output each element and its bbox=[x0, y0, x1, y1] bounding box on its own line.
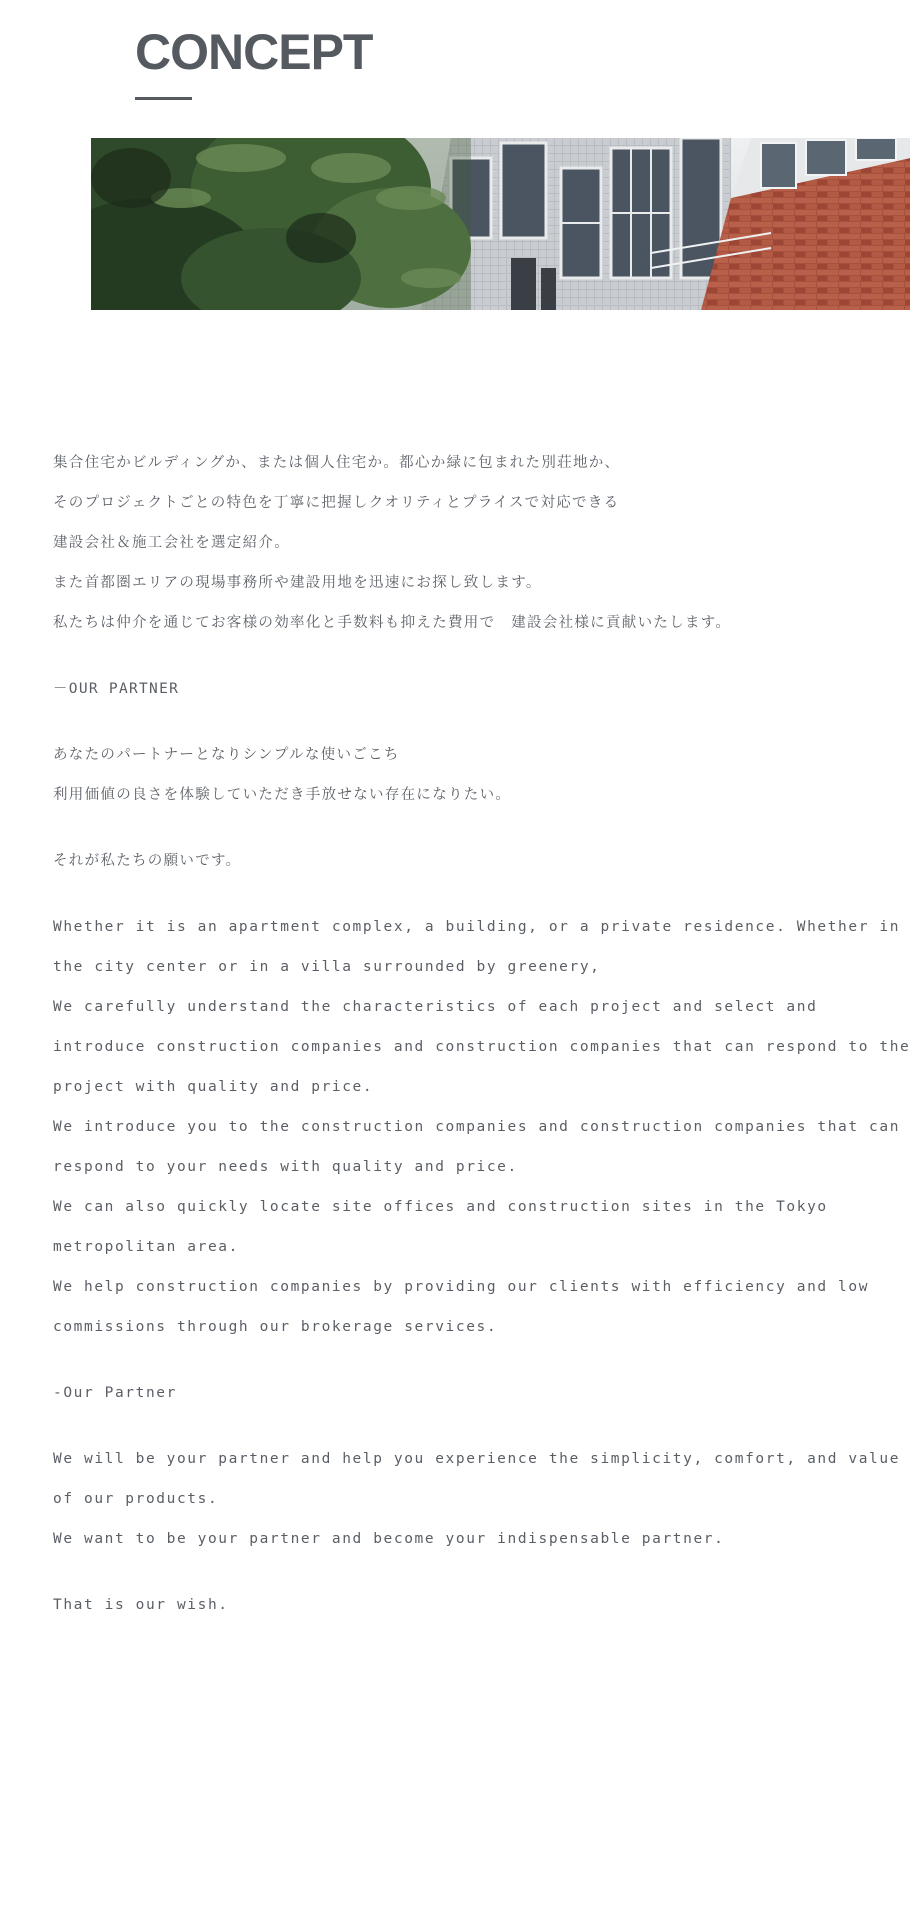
hero-image bbox=[91, 138, 910, 310]
en-intro-line: the city center or in a villa surrounded by greenery, bbox=[53, 959, 601, 975]
en-partner-heading-text: -Our Partner bbox=[53, 1385, 177, 1401]
jp-partner-paragraph bbox=[53, 735, 873, 815]
en-partner-paragraph bbox=[53, 1439, 901, 1559]
jp-partner-line: あなたのパートナーとなりシンプルな使いごこち bbox=[53, 747, 400, 763]
page-title: CONCEPT bbox=[135, 24, 373, 80]
en-intro-line: We introduce you to the construction companies and construction companies that can bbox=[53, 1119, 901, 1135]
en-partner-line: We will be your partner and help you experience the simplicity, comfort, and value bbox=[53, 1451, 901, 1467]
en-intro-line: We can also quickly locate site offices and construction sites in the Tokyo bbox=[53, 1199, 828, 1215]
building-photo bbox=[91, 138, 910, 310]
title-underline bbox=[135, 97, 192, 100]
en-wish-paragraph bbox=[53, 1585, 873, 1625]
concept-heading bbox=[135, 22, 372, 100]
en-partner-heading bbox=[53, 1373, 873, 1413]
en-intro-line: project with quality and price. bbox=[53, 1079, 374, 1095]
concept-body bbox=[53, 443, 910, 1625]
jp-intro-line: 私たちは仲介を通じてお客様の効率化と手数料も抑えた費用で 建設会社様に貢献いたします。 bbox=[53, 615, 732, 631]
en-intro-line: We carefully understand the characteristics of each project and select and bbox=[53, 999, 818, 1015]
jp-intro-line: そのプロジェクトごとの特色を丁寧に把握しクオリティとプライスで対応できる bbox=[53, 495, 620, 511]
jp-wish-paragraph bbox=[53, 841, 873, 881]
jp-partner-heading-text: －OUR PARTNER bbox=[53, 681, 180, 697]
en-partner-line: We want to be your partner and become your indispensable partner. bbox=[53, 1531, 725, 1547]
jp-intro-line: また首都圏エリアの現場事務所や建設用地を迅速にお探し致します。 bbox=[53, 575, 542, 591]
en-intro-line: respond to your needs with quality and price. bbox=[53, 1159, 518, 1175]
en-intro-line: Whether it is an apartment complex, a building, or a private residence. Whether in bbox=[53, 919, 901, 935]
jp-partner-heading bbox=[53, 669, 873, 709]
en-intro-line: metropolitan area. bbox=[53, 1239, 239, 1255]
en-intro-line: commissions through our brokerage services. bbox=[53, 1319, 498, 1335]
jp-intro-line: 集合住宅かビルディングか、または個人住宅か。都心か緑に包まれた別荘地か、 bbox=[53, 455, 621, 471]
jp-wish-text: それが私たちの願いです。 bbox=[53, 853, 242, 869]
jp-partner-line: 利用価値の良さを体験していただき手放せない存在になりたい。 bbox=[53, 787, 512, 803]
en-wish-text: That is our wish. bbox=[53, 1597, 229, 1613]
jp-intro-line: 建設会社＆施工会社を選定紹介。 bbox=[53, 535, 290, 551]
en-intro-paragraph bbox=[53, 907, 910, 1347]
en-intro-line: introduce construction companies and construction companies that can respond to the bbox=[53, 1039, 910, 1055]
en-intro-line: We help construction companies by providing our clients with efficiency and low bbox=[53, 1279, 870, 1295]
en-partner-line: of our products. bbox=[53, 1491, 219, 1507]
jp-intro-paragraph bbox=[53, 443, 873, 643]
